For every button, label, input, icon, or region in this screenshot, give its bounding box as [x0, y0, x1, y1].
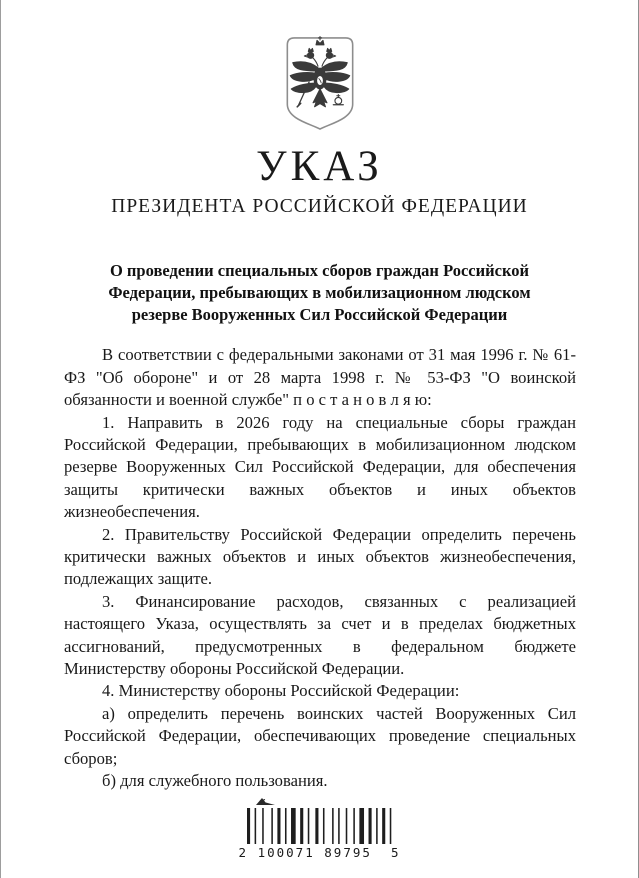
decree-body	[1, 344, 638, 792]
decree-paragraph: б) для служебного пользования.	[102, 771, 328, 791]
decree-paragraph: 3. Финансирование расходов, связанных с реализацией настоящего Указа, осуществлять за счет и в пределах бюджетных ассигнований, предусмотренных в федеральном бюджете Министерству обороны Российской Федерации.	[64, 591, 576, 679]
barcode-digits: 2 100071 89795 5	[238, 845, 401, 860]
decree-subject-heading: О проведении специальных сборов граждан Российской Федерации, пребывающих в мобилизационном людском резерве Вооруженных Сил Российской Федерации	[108, 261, 531, 324]
decree-paragraph: а) определить перечень воинских частей Вооруженных Сил Российской Федерации, обеспечивающих проведение специальных сборов;	[64, 703, 576, 768]
print-mark-icon	[253, 795, 279, 807]
decree-paragraph: 2. Правительству Российской Федерации определить перечень критически важных объектов и иных объектов жизнеобеспечения, подлежащих защите.	[64, 524, 576, 589]
decree-paragraph: 4. Министерству обороны Российской Федерации:	[102, 681, 460, 701]
decree-paragraph: 1. Направить в 2026 году на специальные сборы граждан Российской Федерации, пребывающих в мобилизационном людском резерве Вооруженных Сил Российской Федерации, для обеспечения защиты критически важных объектов и иных объектов жизнеобеспечения.	[64, 412, 576, 522]
document-subtitle: ПРЕЗИДЕНТА РОССИЙСКОЙ ФЕДЕРАЦИИ	[111, 196, 528, 217]
barcode-icon	[245, 808, 395, 844]
barcode-block	[225, 795, 415, 860]
document-title: УКАЗ	[256, 143, 383, 190]
coat-of-arms-icon	[278, 33, 362, 132]
decree-paragraph: В соответствии с федеральными законами от 31 мая 1996 г. № 61-ФЗ "Об обороне" и от 28 марта 1998 г. № 53-ФЗ "О воинской обязанности и военной службе" п о с т а н о в л я ю:	[64, 345, 576, 410]
